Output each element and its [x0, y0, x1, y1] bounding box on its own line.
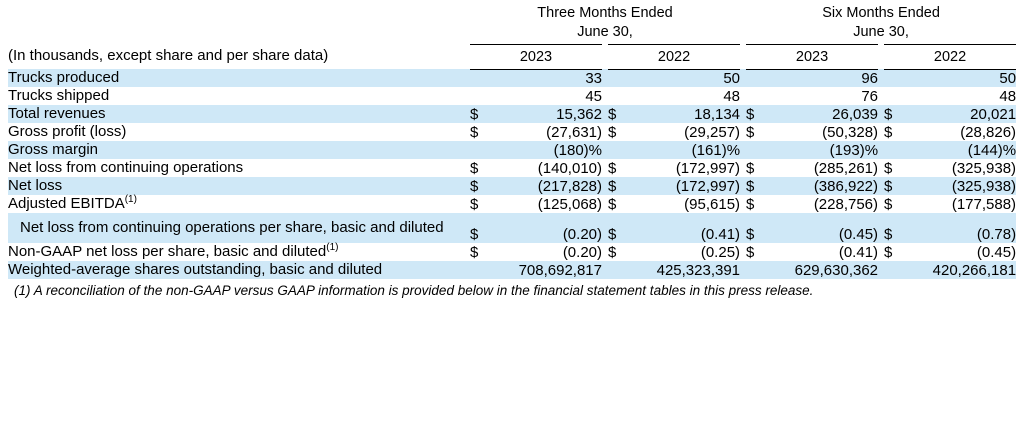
currency-symbol: $: [884, 123, 910, 141]
currency-symbol: $: [884, 243, 910, 261]
currency-symbol: [884, 87, 910, 105]
table-cell-value: 50: [634, 69, 740, 87]
table-body: [8, 69, 1016, 279]
table-row: [8, 159, 1016, 177]
table-cell-value: 18,134: [634, 105, 740, 123]
currency-symbol: $: [884, 177, 910, 195]
row-label: Gross profit (loss): [8, 123, 470, 141]
row-label: Weighted-average shares outstanding, basic and diluted: [8, 261, 470, 279]
row-label: Non-GAAP net loss per share, basic and diluted$^{(1)}$: [8, 243, 470, 261]
table-row: [8, 213, 1016, 243]
table-cell-value: 26,039: [772, 105, 878, 123]
currency-symbol: [884, 69, 910, 87]
currency-symbol: $: [608, 177, 634, 195]
table-cell-value: 48: [910, 87, 1016, 105]
footnote-marker: (1): [326, 242, 339, 253]
table-cell-value: (0.78): [910, 213, 1016, 243]
table-cell-value: (0.20): [496, 243, 602, 261]
table-cell-value: (386,922): [772, 177, 878, 195]
table-cell-value: (0.45): [910, 243, 1016, 261]
table-cell-value: (0.41): [772, 243, 878, 261]
year-header-q-2022: 2022: [657, 48, 691, 65]
table-cell-value: 15,362: [496, 105, 602, 123]
currency-symbol: $: [608, 243, 634, 261]
table-row: [8, 195, 1016, 213]
table-cell-value: (161)%: [634, 141, 740, 159]
row-label: Gross margin: [8, 141, 470, 159]
year-header-q-2023: 2023: [519, 48, 553, 65]
currency-symbol: $: [746, 123, 772, 141]
table-cell-value: (177,588): [910, 195, 1016, 213]
year-header-h-2022: 2022: [933, 48, 967, 65]
currency-symbol: $: [608, 123, 634, 141]
table-cell-value: 76: [772, 87, 878, 105]
table-cell-value: (28,826): [910, 123, 1016, 141]
financial-summary-table: [8, 4, 1016, 279]
group-header-six-months-line2: June 30,: [853, 24, 909, 40]
table-cell-value: (27,631): [496, 123, 602, 141]
table-cell-value: 420,266,181: [910, 261, 1016, 279]
currency-symbol: $: [608, 195, 634, 213]
table-cell-value: 20,021: [910, 105, 1016, 123]
table-cell-value: 425,323,391: [634, 261, 740, 279]
row-label: Trucks shipped: [8, 87, 470, 105]
year-header-row: [8, 45, 1016, 67]
table-cell-value: (180)%: [496, 141, 602, 159]
table-cell-value: 33: [496, 69, 602, 87]
currency-symbol: [470, 261, 496, 279]
group-header-three-months: [470, 4, 740, 42]
currency-symbol: $: [746, 195, 772, 213]
currency-symbol: $: [746, 213, 772, 243]
table-row: [8, 87, 1016, 105]
currency-symbol: [884, 141, 910, 159]
currency-symbol: $: [884, 159, 910, 177]
table-cell-value: (50,328): [772, 123, 878, 141]
table-cell-value: 708,692,817: [496, 261, 602, 279]
currency-symbol: $: [608, 213, 634, 243]
table-row: [8, 123, 1016, 141]
row-label: Net loss from continuing operations per share, basic and diluted: [8, 213, 470, 243]
group-header-six-months-line1: Six Months Ended: [822, 5, 940, 21]
group-header-three-months-line2: June 30,: [577, 24, 633, 40]
units-note: (In thousands, except share and per share data): [8, 46, 329, 64]
currency-symbol: [608, 141, 634, 159]
table-cell-value: (0.41): [634, 213, 740, 243]
currency-symbol: $: [746, 177, 772, 195]
currency-symbol: $: [884, 195, 910, 213]
row-label: Net loss: [8, 177, 470, 195]
table-row: [8, 105, 1016, 123]
table-cell-value: (172,997): [634, 177, 740, 195]
currency-symbol: [884, 261, 910, 279]
currency-symbol: $: [608, 159, 634, 177]
currency-symbol: $: [884, 213, 910, 243]
row-label: Net loss from continuing operations: [8, 159, 470, 177]
table-cell-value: (0.45): [772, 213, 878, 243]
currency-symbol: [470, 69, 496, 87]
currency-symbol: [608, 69, 634, 87]
group-header-three-months-line1: Three Months Ended: [537, 5, 673, 21]
table-row: [8, 261, 1016, 279]
currency-symbol: [608, 261, 634, 279]
table-row: [8, 177, 1016, 195]
row-label: Trucks produced: [8, 69, 470, 87]
currency-symbol: $: [884, 105, 910, 123]
currency-symbol: $: [470, 243, 496, 261]
currency-symbol: $: [470, 213, 496, 243]
table-cell-value: (29,257): [634, 123, 740, 141]
table-cell-value: (140,010): [496, 159, 602, 177]
currency-symbol: [746, 87, 772, 105]
footnote-marker: (1): [124, 194, 137, 205]
currency-symbol: [746, 141, 772, 159]
table-cell-value: (172,997): [634, 159, 740, 177]
currency-symbol: [470, 87, 496, 105]
table-cell-value: (285,261): [772, 159, 878, 177]
table-cell-value: (0.20): [496, 213, 602, 243]
table-row: [8, 141, 1016, 159]
table-cell-value: (228,756): [772, 195, 878, 213]
row-label: Total revenues: [8, 105, 470, 123]
table-cell-value: 50: [910, 69, 1016, 87]
table-cell-value: (144)%: [910, 141, 1016, 159]
table-row: [8, 69, 1016, 87]
currency-symbol: [746, 261, 772, 279]
currency-symbol: [746, 69, 772, 87]
table-cell-value: (0.25): [634, 243, 740, 261]
currency-symbol: $: [746, 105, 772, 123]
table-cell-value: 45: [496, 87, 602, 105]
year-header-h-2023: 2023: [795, 48, 829, 65]
table-cell-value: (325,938): [910, 177, 1016, 195]
currency-symbol: $: [470, 105, 496, 123]
table-cell-value: (217,828): [496, 177, 602, 195]
currency-symbol: [608, 87, 634, 105]
currency-symbol: $: [470, 123, 496, 141]
currency-symbol: $: [470, 177, 496, 195]
currency-symbol: $: [470, 159, 496, 177]
table-cell-value: (95,615): [634, 195, 740, 213]
table-footnote: (1) A reconciliation of the non-GAAP versus GAAP information is provided below in the financial statement tables in this press release.: [14, 283, 814, 298]
table-header: [8, 4, 1016, 69]
table-row: [8, 243, 1016, 261]
table-cell-value: (125,068): [496, 195, 602, 213]
group-header-row: [8, 4, 1016, 42]
currency-symbol: $: [746, 159, 772, 177]
table-cell-value: (193)%: [772, 141, 878, 159]
table-cell-value: 96: [772, 69, 878, 87]
currency-symbol: $: [746, 243, 772, 261]
table-cell-value: 48: [634, 87, 740, 105]
row-label: Adjusted EBITDA$^{(1)}$: [8, 195, 470, 213]
table-cell-value: 629,630,362: [772, 261, 878, 279]
currency-symbol: $: [470, 195, 496, 213]
currency-symbol: $: [608, 105, 634, 123]
header-blank-cell: [8, 4, 470, 42]
table-cell-value: (325,938): [910, 159, 1016, 177]
group-header-six-months: [746, 4, 1016, 42]
currency-symbol: [470, 141, 496, 159]
